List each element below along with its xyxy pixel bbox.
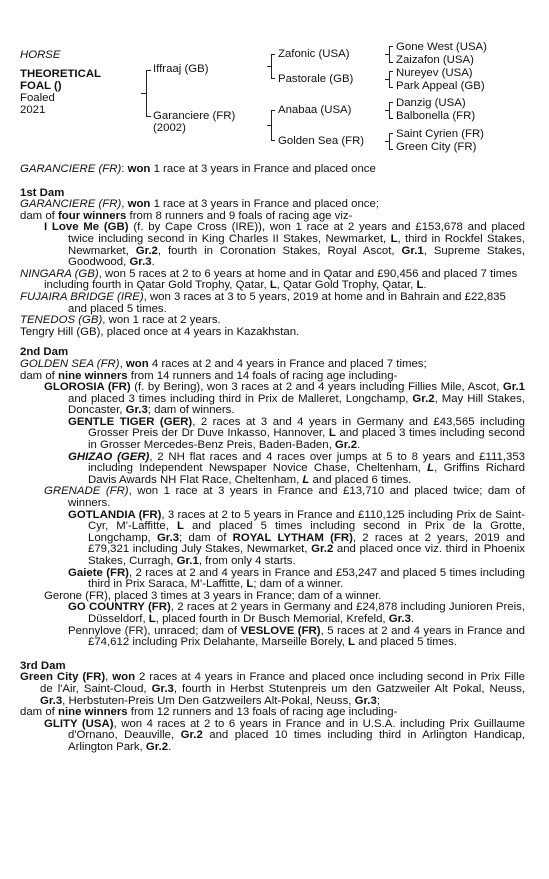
gen3-sss: Gone West (USA) <box>396 41 487 53</box>
gen3-bracket-3-mid <box>385 110 389 111</box>
listed-tag: L <box>348 636 355 649</box>
grade-tag: Gr.3 <box>388 612 411 625</box>
entry-text: and placed 6 times. <box>312 473 412 486</box>
dam1-won: won <box>127 198 151 211</box>
entry-text: , won 3 races at 3 to 5 years, 2019 at home and in Bahrain and £22,835 and placed 5 times. <box>68 290 506 315</box>
listed-tag: L <box>176 520 184 533</box>
entry-text: , placed fourth in Dr Busch Memorial, Krefeld, <box>155 612 386 625</box>
dam1-rest: 1 race at 3 years in France and placed once; <box>153 198 379 211</box>
grade-tag: Gr.1 <box>176 555 199 567</box>
dam3-winners: nine winners <box>58 706 128 719</box>
gen3-bracket-1-mid <box>385 54 389 55</box>
dam1-entry-ningara <box>20 269 525 292</box>
entry-name: I Love Me (GB) <box>44 221 129 234</box>
listed-tag: L <box>328 427 336 440</box>
grade-tag: Gr.3 <box>156 531 180 544</box>
sire-sire: Zafonic (USA) <box>278 48 350 60</box>
entry-text: , 2 NH flat races and 4 races over jumps at 5 to 8 years and £111,353 including Independent Newspaper Novice Chase, Cheltenham, <box>88 450 526 475</box>
entry-text: ; <box>376 694 380 707</box>
grade-tag: Gr.1 <box>502 381 525 394</box>
gen3-bracket-3 <box>389 102 390 118</box>
dam2-entry-gentle-tiger <box>20 417 525 452</box>
entry-text: , Qatar Gold Trophy, Qatar, <box>276 279 414 292</box>
entry-text: , fourth in Coronation Stakes, Royal Ascot, <box>157 244 395 257</box>
dam3-line2-a: dam of <box>20 706 55 719</box>
entry-text: and placed 5 times. <box>358 636 457 649</box>
entry-text: , Griffins Richard Davis Awards NH Flat Race, Cheltenham, <box>88 462 525 486</box>
gen3-bracket-3-bottom <box>389 118 393 119</box>
gen3-bracket-4-top <box>389 133 393 134</box>
grade-tag: Gr.2 <box>145 740 169 753</box>
grade-tag: Gr.3 <box>125 404 148 417</box>
entry-name: NINGARA (GB) <box>20 267 99 280</box>
dam-year: (2002) <box>153 122 186 134</box>
entry-text: and placed once viz. third in Phoenix Stakes, Curragh, <box>88 543 525 567</box>
entry-text: (f. by Cape Cross (IRE)), won 1 race at 2 years and £153,678 and placed twice including second in King Charles II Stakes, Newmarket, <box>68 221 525 245</box>
entry-text: ; dam of winners. <box>147 404 235 417</box>
foaled-label: Foaled <box>20 92 55 104</box>
entry-name: ROYAL LYTHAM (FR) <box>232 531 353 544</box>
intro-line: GARANCIERE (FR): won 1 race at 3 years in France and placed once <box>20 163 376 175</box>
dam: Garanciere (FR) <box>153 110 236 122</box>
dam1-entry-i-love-me <box>20 222 525 268</box>
gen3-bracket-4 <box>389 133 390 149</box>
dam1-entry-tengry-hill: Tengry Hill (GB), placed once at 4 years in Kazakhstan. <box>20 325 300 338</box>
dam3-name: Green City (FR) <box>20 671 106 684</box>
entry-name: GOTLANDIA (FR) <box>68 508 162 521</box>
entry-text: , won 5 races at 2 to 6 years at home and in Qatar and £90,456 and placed 7 times including fourth in Qatar Gold Trophy, Qatar, <box>44 267 518 292</box>
entry-text: , 2 races at 2 years in Germany and £24,878 including Junioren Preis, Düsseldorf, <box>88 601 525 625</box>
intro-dam-name: GARANCIERE (FR) <box>20 163 122 175</box>
grade-tag: Gr.3 <box>40 694 63 707</box>
entry-text: and placed 3 times including second in Grosser Mercedes-Benz Preis, Baden-Baden, <box>88 427 526 452</box>
entry-text: 2 races at 4 years in France and placed once including second in Prix Fille de l'Air, Saint-Cloud, <box>40 671 525 695</box>
entry-text: . <box>168 740 172 753</box>
entry-text: , Supreme Stakes, Goodwood, <box>68 244 525 269</box>
dam3-won: won <box>112 671 136 684</box>
dam2-entry-pennylove <box>20 626 525 649</box>
listed-tag: L <box>390 232 398 245</box>
dam2-entry-glorosia <box>20 382 525 417</box>
entry-name: FUJAIRA BRIDGE (IRE) <box>20 290 144 303</box>
gen1-bracket-bottom <box>146 116 151 117</box>
entry-name: VESLOVE (FR) <box>240 624 321 637</box>
sire: Iffraaj (GB) <box>153 63 209 75</box>
gen3-sdd: Park Appeal (GB) <box>396 80 485 92</box>
entry-text: ; dam of <box>179 531 227 544</box>
dam2-line2-a: dam of <box>20 369 55 382</box>
gen2-bracket-lower-top <box>271 110 275 111</box>
entry-text: , won 4 races at 2 to 6 years in France and in U.S.A. including Prix Guillaume d'Ornano, Deauville, <box>68 717 525 742</box>
listed-tag: L <box>416 279 424 292</box>
gen3-bracket-1 <box>389 46 390 62</box>
entry-text: , 3 races at 2 to 5 years in France and £110,125 including Prix de Saint-Cyr, M'-Laffitte, <box>88 508 525 533</box>
entry-text: . <box>423 279 427 292</box>
listed-tag: L <box>427 462 435 475</box>
gen3-bracket-3-top <box>389 102 393 103</box>
intro-won: won <box>127 163 151 175</box>
gen3-dds: Saint Cyrien (FR) <box>396 128 484 140</box>
dam-sire: Anabaa (USA) <box>278 104 352 116</box>
dam2-entry-grenade <box>20 486 525 509</box>
entry-text: , May Hill Stakes, Doncaster, <box>68 392 525 417</box>
dam2-entry-gaiete <box>20 568 525 591</box>
gen3-dsd: Balbonella (FR) <box>396 110 476 122</box>
entry-text: , from only 4 starts. <box>198 555 296 567</box>
entry-name: GENTLE TIGER (GER) <box>68 415 193 428</box>
entry-name: GHIZAO (GER) <box>68 450 150 463</box>
dam1-name: GARANCIERE (FR) <box>20 198 122 211</box>
gen3-bracket-2-bottom <box>389 87 393 88</box>
entry-text: , 2 races at 2 and 4 years in France and £53,247 and placed 5 times including third in Prix Saraca, M'-Laffitte, <box>88 566 526 591</box>
entry-text: (f. by Bering), won 3 races at 2 and 4 years including Fillies Mile, Ascot, <box>134 381 500 394</box>
dam3-heading: 3rd Dam <box>20 659 66 672</box>
intro-rest: 1 race at 3 years in France and placed once <box>153 163 376 175</box>
gen3-ssd: Zaizafon (USA) <box>396 54 474 66</box>
gen2-bracket-lower-mid <box>267 125 271 126</box>
listed-tag: L <box>148 612 156 625</box>
gen3-sds: Nureyev (USA) <box>396 67 473 79</box>
dam2-entry-go-country <box>20 602 525 625</box>
gen2-bracket-lower <box>271 110 272 140</box>
entry-text: . <box>357 439 361 452</box>
listed-tag: L <box>246 578 254 591</box>
dam2-winners: nine winners <box>58 369 128 382</box>
grade-tag: Gr.3 <box>354 694 377 707</box>
gen1-bracket-top <box>146 70 151 71</box>
gen3-dss: Danzig (USA) <box>396 97 466 109</box>
entry-text: Pennylove (FR), unraced; dam of <box>68 624 238 637</box>
dam1-heading: 1st Dam <box>20 186 65 199</box>
dam2-rest: 4 races at 2 and 4 years in France and placed 7 times; <box>151 357 427 370</box>
gen3-bracket-2-mid <box>385 79 389 80</box>
entry-text: , won 1 race at 2 years. <box>102 314 221 327</box>
entry-text: , third in Rockfel Stakes, Newmarket, <box>68 232 525 257</box>
grade-tag: Gr.3 <box>129 256 152 269</box>
horse-name-line2: FOAL () <box>20 80 62 92</box>
gen1-bracket <box>146 70 147 116</box>
dam3-line2-c: from 12 runners and 13 foals of racing age including- <box>130 706 398 719</box>
listed-tag: L <box>269 279 277 292</box>
entry-name: GRENADE (FR) <box>44 485 129 498</box>
entry-name: Gaiete (FR) <box>68 566 129 579</box>
gen3-bracket-4-bottom <box>389 149 393 150</box>
entry-text: ; dam of a winner. <box>253 578 344 591</box>
dam2-entry-ghizao <box>20 452 525 487</box>
dam1-winners: four winners <box>58 209 127 222</box>
dam1-line1: GARANCIERE (FR), won 1 race at 3 years in France and placed once; <box>20 198 379 211</box>
dam2-line1: GOLDEN SEA (FR), won 4 races at 2 and 4 years in France and placed 7 times; <box>20 357 427 370</box>
gen2-bracket-upper-mid <box>267 66 271 67</box>
catalogue-body <box>20 164 525 754</box>
entry-text: , 5 races at 2 and 4 years in France and £74,612 including Prix Delahante, Marseille Borely, <box>88 624 525 649</box>
entry-text: . <box>410 612 415 625</box>
dam3-entry-glity <box>20 719 525 754</box>
dam2-name: GOLDEN SEA (FR) <box>20 357 120 370</box>
entry-name: GO COUNTRY (FR) <box>68 601 171 614</box>
dam2-entry-gotlandia <box>20 510 525 568</box>
entry-name: TENEDOS (GB) <box>20 314 103 327</box>
gen2-bracket-upper-bottom <box>271 78 275 79</box>
grade-tag: Gr.3 <box>151 682 174 695</box>
pedigree-table <box>0 0 549 160</box>
gen3-bracket-2 <box>389 71 390 87</box>
gen1-bracket-mid <box>141 93 146 94</box>
dam1-entry-tenedos <box>20 315 525 327</box>
dam2-line2-c: from 14 runners and 14 foals of racing age including- <box>130 369 398 382</box>
grade-tag: Gr.2 <box>135 244 158 257</box>
grade-tag: Gr.1 <box>401 244 424 257</box>
entry-text: and placed 3 times including third in Prix de Malleret, Longchamp, <box>68 392 409 405</box>
dam2-entry-gerone: Gerone (FR), placed 3 times at 3 years in France; dam of a winner. <box>44 589 382 602</box>
horse-label: HORSE <box>20 49 61 61</box>
entry-text: , fourth in Herbst Stutenpreis um den Gatzweiler Alt Pokal, Neuss, <box>173 682 525 695</box>
gen3-bracket-1-top <box>389 46 393 47</box>
dam2-won: won <box>125 357 149 370</box>
dam1-entry-fujaira <box>20 292 525 315</box>
entry-name: GLOROSIA (FR) <box>44 381 131 394</box>
entry-text: , Herbstuten-Preis Um Den Gatzweilers Alt-Pokal, Neuss, <box>62 694 352 707</box>
grade-tag: Gr.2 <box>412 392 435 405</box>
entry-text: , 2 races at 3 and 4 years in Germany and £43,565 including Grosser Preis der Dr Duve Inkasso, Hannover, <box>88 415 525 440</box>
entry-name: GLITY (USA) <box>44 717 114 730</box>
entry-text: and placed 10 times including third in Arlington Handicap, Arlington Park, <box>68 729 525 753</box>
entry-text: , won 1 race at 3 years in France and £13,710 and placed twice; dam of winners. <box>68 485 525 510</box>
gen2-bracket-lower-bottom <box>271 140 275 141</box>
entry-text: and placed 5 times including second in Prix de la Grotte, Longchamp, <box>88 520 525 544</box>
entry-text: . <box>151 256 155 269</box>
gen3-bracket-4-mid <box>385 141 389 142</box>
gen3-ddd: Green City (FR) <box>396 141 477 153</box>
dam1-line2-c: from 8 runners and 9 foals of racing age viz- <box>129 209 353 222</box>
grade-tag: Gr.2 <box>180 729 203 742</box>
grade-tag: Gr.2 <box>311 543 334 556</box>
sire-dam: Pastorale (GB) <box>278 73 354 85</box>
dam-dam: Golden Sea (FR) <box>278 135 365 147</box>
gen2-bracket-upper-top <box>271 54 275 55</box>
dam1-line2-a: dam of <box>20 209 55 222</box>
horse-name: THEORETICAL <box>20 68 101 80</box>
listed-tag: L <box>302 473 310 486</box>
dam3-line1: Green City (FR), won 2 races at 4 years in France and placed once including second in Prix Fille de l'Air, Saint-Cloud, Gr.3, fourth in Herbst Stutenpreis um den Gatzweiler Alt Pokal, Neuss, Gr.3, Herbstuten-Preis Um Den Gatzweilers Alt-Pokal, Neuss, Gr.3; <box>20 671 525 707</box>
gen3-bracket-2-top <box>389 71 393 72</box>
grade-tag: Gr.2 <box>334 439 358 452</box>
gen2-bracket-upper <box>271 54 272 78</box>
gen3-bracket-1-bottom <box>389 62 393 63</box>
dam2-heading: 2nd Dam <box>20 346 69 359</box>
entry-text: , 2 races at 2 years, 2019 and £79,321 including July Stakes, Newmarket, <box>88 531 525 556</box>
foaled-year: 2021 <box>20 104 46 116</box>
